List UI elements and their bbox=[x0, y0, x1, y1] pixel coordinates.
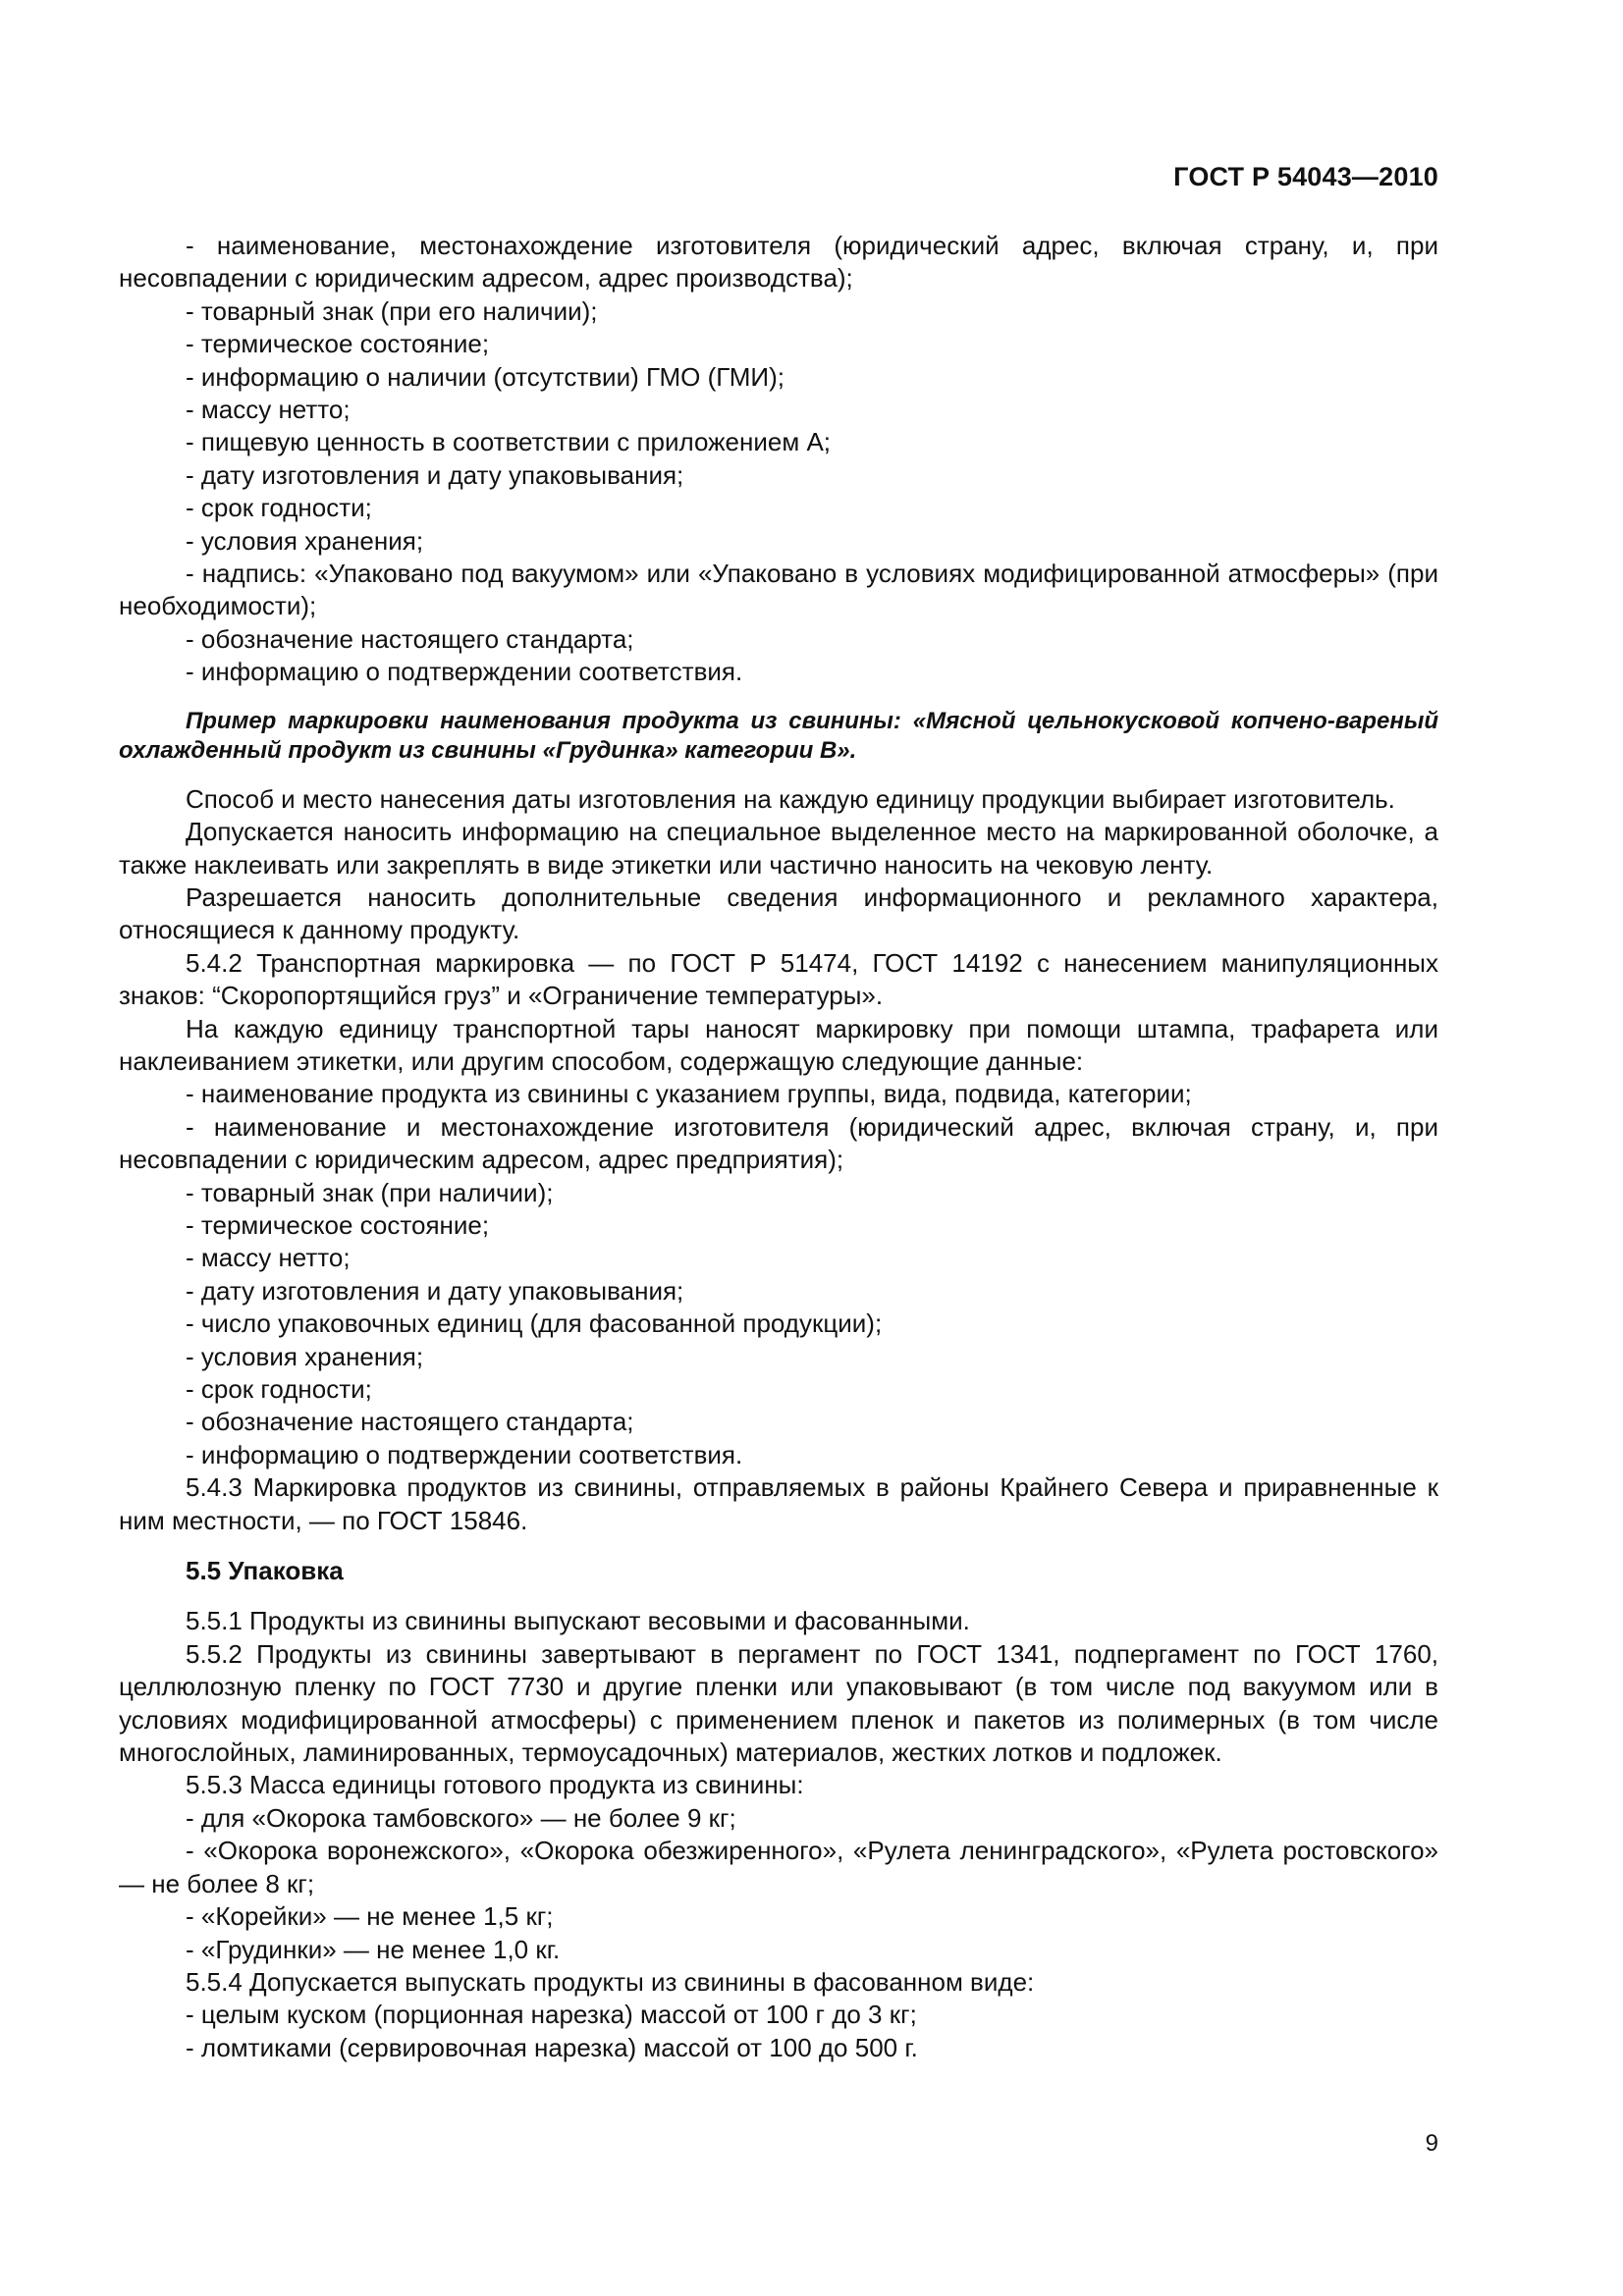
list-item: - термическое состояние; bbox=[186, 1209, 490, 1240]
list-item: - информацию о подтверждении соответствия. bbox=[186, 657, 743, 687]
list-item: - целым куском (порционная нарезка) массой от 100 г до 3 кг; bbox=[186, 2000, 917, 2030]
list-item: - товарный знак (при наличии); bbox=[186, 1177, 554, 1207]
clause-5-4-2: 5.4.2 Транспортная маркировка — по ГОСТ Р 51474, ГОСТ 14192 с нанесением манипуляционных знаков: “Скоропортящийся груз” и «Ограничение температуры». bbox=[119, 947, 1438, 1011]
list-item: - наименование и местонахождение изготовителя (юридический адрес, включая страну, и, при несовпадении с юридическим адресом, адрес предприятия); bbox=[119, 1111, 1438, 1175]
list-item: - надпись: «Упаковано под вакуумом» или «Упаковано в условиях модифицированной атмосферы» (при необходимости); bbox=[119, 559, 1438, 621]
list-item: - наименование продукта из свинины с указанием группы, вида, подвида, категории; bbox=[186, 1079, 1192, 1109]
paragraph: Способ и место нанесения даты изготовления на каждую единицу продукции выбирает изготовитель. bbox=[186, 783, 1395, 814]
example-note: Пример маркировки наименования продукта из свинины: «Мясной цельнокусковой копчено-вареный охлажденный продукт из свинины «Грудинка» категории В». bbox=[119, 707, 1438, 764]
paragraph: Допускается наносить информацию на специальное выделенное место на маркированной оболочке, а также наклеивать или закреплять в виде этикетки или частично наносить на чековую ленту. bbox=[119, 817, 1438, 880]
paragraph: На каждую единицу транспортной тары наносят маркировку при помощи штампа, трафарета или наклеиванием этикетки, или другим способом, содержащую следующие данные: bbox=[119, 1013, 1438, 1076]
list-item: - дату изготовления и дату упаковывания; bbox=[186, 459, 684, 490]
section-heading: 5.5 Упаковка bbox=[186, 1556, 344, 1586]
list-item: - «Корейки» — не менее 1,5 кг; bbox=[186, 1901, 554, 1932]
list-item: - для «Окорока тамбовского» — не более 9 кг; bbox=[186, 1802, 736, 1833]
list-item: - товарный знак (при его наличии); bbox=[186, 295, 598, 326]
list-item: - срок годности; bbox=[186, 1374, 372, 1404]
list-item: - наименование, местонахождение изготовителя (юридический адрес, включая страну, и, при несовпадении с юридическим адресом, адрес производства); bbox=[119, 231, 1438, 294]
clause-5-5-1: 5.5.1 Продукты из свинины выпускают весовыми и фасованными. bbox=[186, 1606, 970, 1636]
list-item: - обозначение настоящего стандарта; bbox=[186, 623, 634, 654]
list-item: - дату изготовления и дату упаковывания; bbox=[186, 1275, 684, 1306]
page-number: 9 bbox=[1425, 2130, 1438, 2157]
list-item: - срок годности; bbox=[186, 493, 372, 523]
list-item: - число упаковочных единиц (для фасованной продукции); bbox=[186, 1308, 883, 1339]
list-item: - массу нетто; bbox=[186, 1243, 351, 1273]
paragraph: Разрешается наносить дополнительные сведения информационного и рекламного характера, относящиеся к данному продукту. bbox=[119, 881, 1438, 945]
document-id-header: ГОСТ Р 54043—2010 bbox=[1173, 162, 1438, 191]
clause-5-5-3: 5.5.3 Масса единицы готового продукта из свинины: bbox=[186, 1770, 804, 1800]
list-item: - пищевую ценность в соответствии с приложением А; bbox=[186, 427, 832, 457]
list-item: - «Грудинки» — не менее 1,0 кг. bbox=[186, 1934, 561, 1964]
list-item: - условия хранения; bbox=[186, 1341, 424, 1371]
list-item: - «Окорока воронежского», «Окорока обезжиренного», «Рулета ленинградского», «Рулета ростовского» — не более 8 кг; bbox=[119, 1836, 1438, 1898]
list-item: - ломтиками (сервировочная нарезка) массой от 100 до 500 г. bbox=[186, 2032, 918, 2062]
list-item: - информацию о подтверждении соответствия. bbox=[186, 1439, 743, 1469]
clause-5-4-3: 5.4.3 Маркировка продуктов из свинины, отправляемых в районы Крайнего Севера и приравненные к ним местности, — по ГОСТ 15846. bbox=[119, 1472, 1438, 1535]
clause-5-5-4: 5.5.4 Допускается выпускать продукты из свинины в фасованном виде: bbox=[186, 1966, 1035, 1997]
list-item: - термическое состояние; bbox=[186, 329, 490, 359]
list-item: - массу нетто; bbox=[186, 395, 351, 425]
list-item: - условия хранения; bbox=[186, 525, 424, 556]
document-body bbox=[119, 230, 1438, 2064]
clause-5-5-2: 5.5.2 Продукты из свинины завертывают в пергамент по ГОСТ 1341, подпергамент по ГОСТ 1760, целлюлозную пленку по ГОСТ 7730 и другие пленки или упаковывают (в том числе под вакуумом или в условиях модифицированной атмосферы) с применением пленок и пакетов из полимерных (в том числе многослойных, ламинированных, термоусадочных) материалов, жестких лотков и подложек. bbox=[119, 1638, 1438, 1768]
list-item: - информацию о наличии (отсутствии) ГМО (ГМИ); bbox=[186, 361, 784, 392]
list-item: - обозначение настоящего стандарта; bbox=[186, 1407, 634, 1437]
